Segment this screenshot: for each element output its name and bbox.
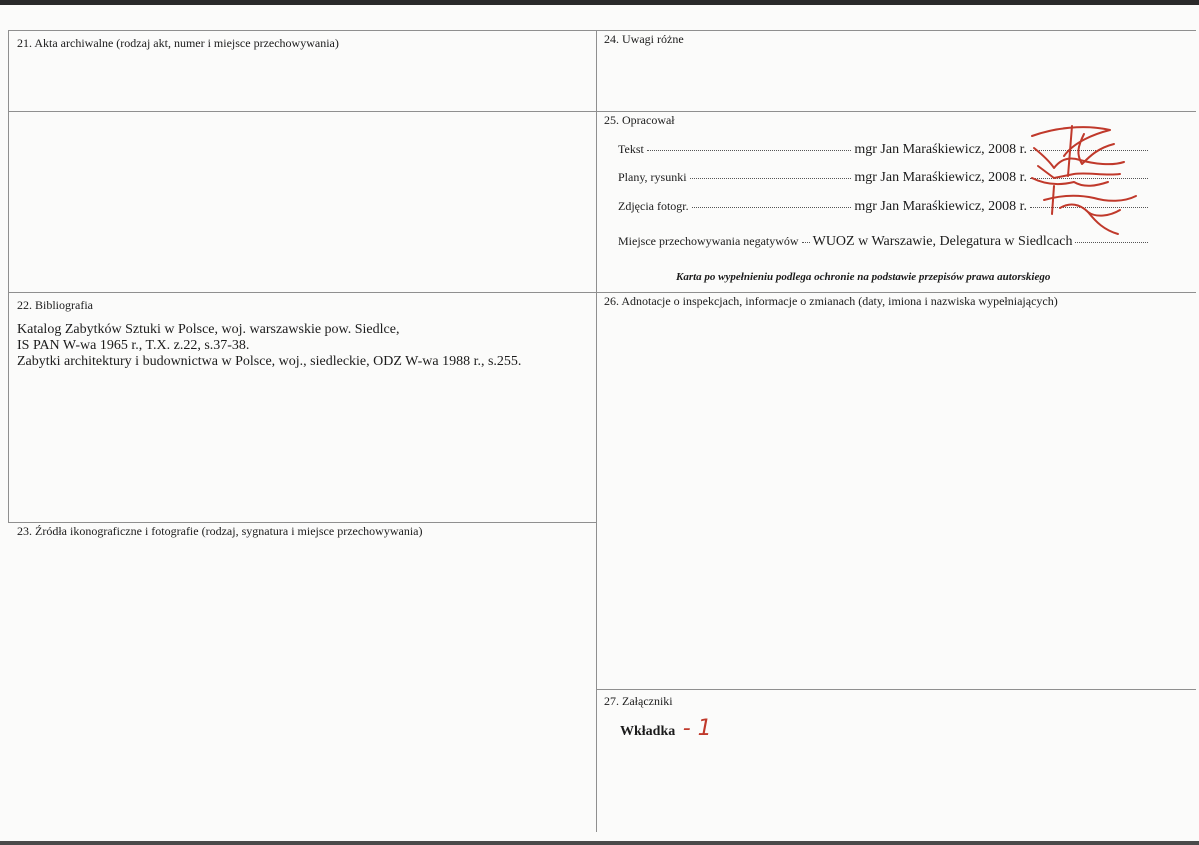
attachment-count: - 1 (682, 716, 712, 741)
section-21-title: 21. Akta archiwalne (rodzaj akt, numer i miejsce przechowywania) (17, 36, 339, 50)
divider (8, 30, 9, 522)
section-22-title: 22. Bibliografia (17, 298, 93, 312)
row-value: WUOZ w Warszawie, Delegatura w Siedlcach (812, 234, 1073, 249)
section-23-title: 23. Źródła ikonograficzne i fotografie (rodzaj, sygnatura i miejsce przechowywania) (17, 524, 423, 538)
section-27-title: 27. Załączniki (604, 694, 673, 708)
divider (596, 689, 1196, 690)
dotted-leader (802, 241, 810, 243)
dotted-leader (647, 149, 852, 151)
divider (8, 30, 1196, 31)
bibliography-line: Zabytki architektury i budownictwa w Polsce, woj., siedleckie, ODZ W-wa 1988 r., s.255. (17, 354, 522, 369)
divider (8, 522, 596, 523)
row-label: Tekst (618, 142, 644, 156)
divider (8, 292, 1196, 293)
section-24-title: 24. Uwagi różne (604, 32, 684, 46)
dotted-leader (690, 177, 852, 179)
row-label: Zdjęcia fotogr. (618, 199, 689, 213)
bibliography-line: IS PAN W-wa 1965 r., T.X. z.22, s.37-38. (17, 338, 250, 353)
dotted-leader (692, 206, 852, 208)
divider (8, 111, 1196, 112)
row-value: mgr Jan Maraśkiewicz, 2008 r. (854, 199, 1027, 214)
section-25-title: 25. Opracował (604, 113, 675, 127)
attachment-label: Wkładka (620, 724, 676, 739)
row-value: mgr Jan Maraśkiewicz, 2008 r. (854, 170, 1027, 185)
row-value: mgr Jan Maraśkiewicz, 2008 r. (854, 142, 1027, 157)
bibliography-line: Katalog Zabytków Sztuki w Polsce, woj. warszawskie pow. Siedlce, (17, 322, 400, 337)
row-label: Plany, rysunki (618, 170, 687, 184)
divider (596, 30, 597, 832)
row-label: Miejsce przechowywania negatywów (618, 234, 799, 248)
attachment-entry (620, 716, 712, 741)
copyright-notice: Karta po wypełnieniu podlega ochronie na podstawie przepisów prawa autorskiego (676, 271, 1051, 283)
scan-top-edge (0, 0, 1199, 5)
scan-bottom-edge (0, 841, 1199, 845)
handwritten-signature-icon (1024, 116, 1144, 241)
section-26-title: 26. Adnotacje o inspekcjach, informacje o zmianach (daty, imiona i nazwiska wypełniających) (604, 294, 1058, 308)
dotted-leader (1075, 241, 1148, 243)
